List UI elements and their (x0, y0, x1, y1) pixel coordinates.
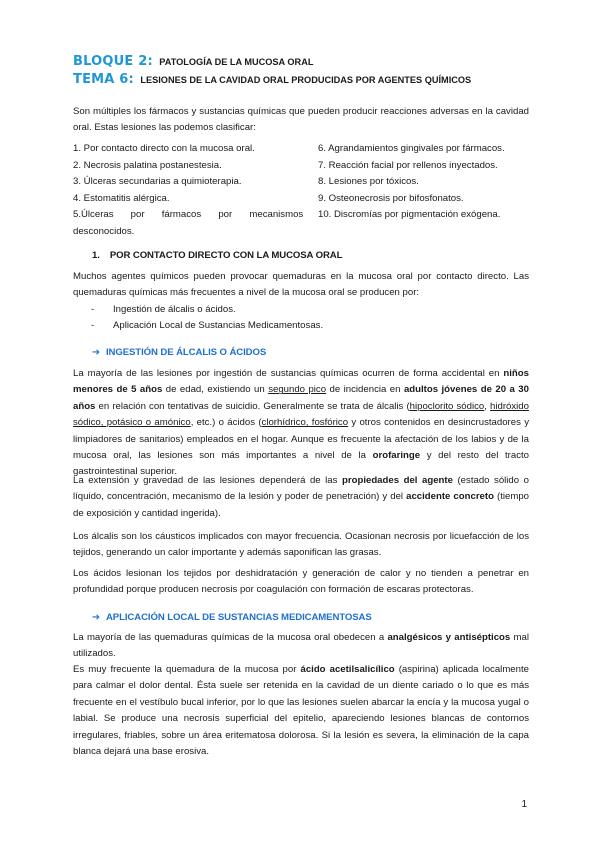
arrow-icon: ➔ (92, 347, 100, 358)
classification-list-left (73, 141, 303, 241)
list-item: 7. Reacción facial por rellenos inyectados. (318, 159, 498, 171)
topic-title: LESIONES DE LA CAVIDAD ORAL PRODUCIDAS POR AGENTES QUÍMICOS (140, 75, 472, 85)
list-item: 5.Úlceras por fármacos por mecanismos (73, 209, 304, 221)
ingestion-paragraph-4: Los ácidos lesionan los tejidos por deshidratación y generación de calor y no tienden a penetrar en profundidad porque producen necrosis por coagulación con formación de escaras protectoras. (73, 568, 529, 596)
ingestion-paragraph-2: La extensión y gravedad de las lesiones dependerá de las propiedades del agente (estado sólido o líquido, concentración, mecanismo de la lesión y poder de penetración) y del accidente concreto (tiempo de exposición y cantidad ingerida). (73, 475, 529, 519)
arrow-icon: ➔ (92, 612, 100, 623)
subsection-title: INGESTIÓN DE ÁLCALIS O ÁCIDOS (105, 347, 267, 358)
section-1-heading (92, 250, 342, 261)
subsection-title: APLICACIÓN LOCAL DE SUSTANCIAS MEDICAMENTOSAS (105, 612, 372, 623)
local-paragraph-1: La mayoría de las quemaduras químicas de la mucosa oral obedecen a analgésicos y antisépticos mal utilizados. (73, 632, 529, 660)
local-paragraph-2: Es muy frecuente la quemadura de la mucosa por ácido acetilsalicílico (aspirina) aplicada localmente para calmar el dolor dental. Ésta suele ser retenida en la cavidad de un diente cariado o lo que es más frecuente en el vestíbulo bucal inferior, por lo que las lesiones suelen abarcar la encía y la mucosa yugal o labial. Se produce una necrosis superficial del epitelio, apareciendo lesiones blancas de contornos irregulares, friables, sobre un área eritematosa dolorosa. Si la lesión es severa, la eliminación de la capa blanca dejará una base erosiva. (73, 664, 529, 758)
list-item: 2. Necrosis palatina postanestesia. (73, 159, 222, 171)
classification-list-right (318, 141, 505, 224)
list-item: desconocidos. (73, 225, 135, 237)
list-item: 8. Lesiones por tóxicos. (318, 176, 419, 188)
topic-heading (73, 70, 471, 88)
topic-tag: TEMA 6: (73, 72, 134, 87)
section-title: POR CONTACTO DIRECTO CON LA MUCOSA ORAL (109, 250, 343, 261)
list-item: - Aplicación Local de Sustancias Medicamentosas. (91, 318, 323, 334)
bullet-marker: - (91, 304, 95, 315)
ingestion-paragraph-3: Los álcalis son los cáusticos implicados con mayor frecuencia. Ocasionan necrosis por licuefacción de los tejidos, generando un calor importante y además saponifican las grasas. (73, 531, 529, 559)
section-1-bullets (91, 302, 323, 335)
list-item: 9. Osteonecrosis por bifosfonatos. (318, 192, 464, 204)
intro-paragraph: Son múltiples los fármacos y sustancias químicas que pueden producir reacciones adversas en la cavidad oral. Estas lesiones las podemos clasificar: (73, 106, 529, 134)
list-item: - Ingestión de álcalis o ácidos. (91, 302, 323, 318)
block-heading (73, 52, 313, 70)
section-number: 1. (92, 250, 100, 261)
subsection-local-application-heading (92, 612, 372, 623)
page-number: 1 (521, 799, 527, 810)
ingestion-paragraph-1: La mayoría de las lesiones por ingestión de sustancias químicas ocurren de forma accidental en niños menores de 5 años de edad, existiendo un segundo pico de incidencia en adultos jóvenes de 20 a 30 años en relación con tentativas de suicidio. Generalmente se trata de álcalis (hipoclorito sódico, hidróxido sódico, potásico o amónico, etc.) o ácidos (clorhídrico, fosfórico y otros contenidos en desincrustadores y limpiadores de sanitarios) empleados en el hogar. Aunque es frecuente la afectación de los labios y de la mucosa oral, las lesiones son más importantes a nivel de la orofaringe y del resto del tracto gastrointestinal superior. (73, 368, 529, 478)
block-title: PATOLOGÍA DE LA MUCOSA ORAL (159, 57, 314, 67)
list-item: 1. Por contacto directo con la mucosa oral. (73, 143, 255, 154)
block-tag: BLOQUE 2: (73, 54, 153, 69)
list-item: 3. Úlceras secundarias a quimioterapia. (73, 176, 242, 188)
list-item: 6. Agrandamientos gingivales por fármacos. (318, 143, 505, 154)
section-1-paragraph: Muchos agentes químicos pueden provocar quemaduras en la mucosa oral por contacto directo. Las quemaduras químicas más frecuentes a nivel de la mucosa oral se producen por: (73, 271, 529, 299)
subsection-ingestion-heading (92, 347, 266, 358)
list-item: 4. Estomatitis alérgica. (73, 192, 170, 204)
list-item: 10. Discromías por pigmentación exógena. (318, 209, 501, 221)
bullet-marker: - (91, 320, 95, 332)
